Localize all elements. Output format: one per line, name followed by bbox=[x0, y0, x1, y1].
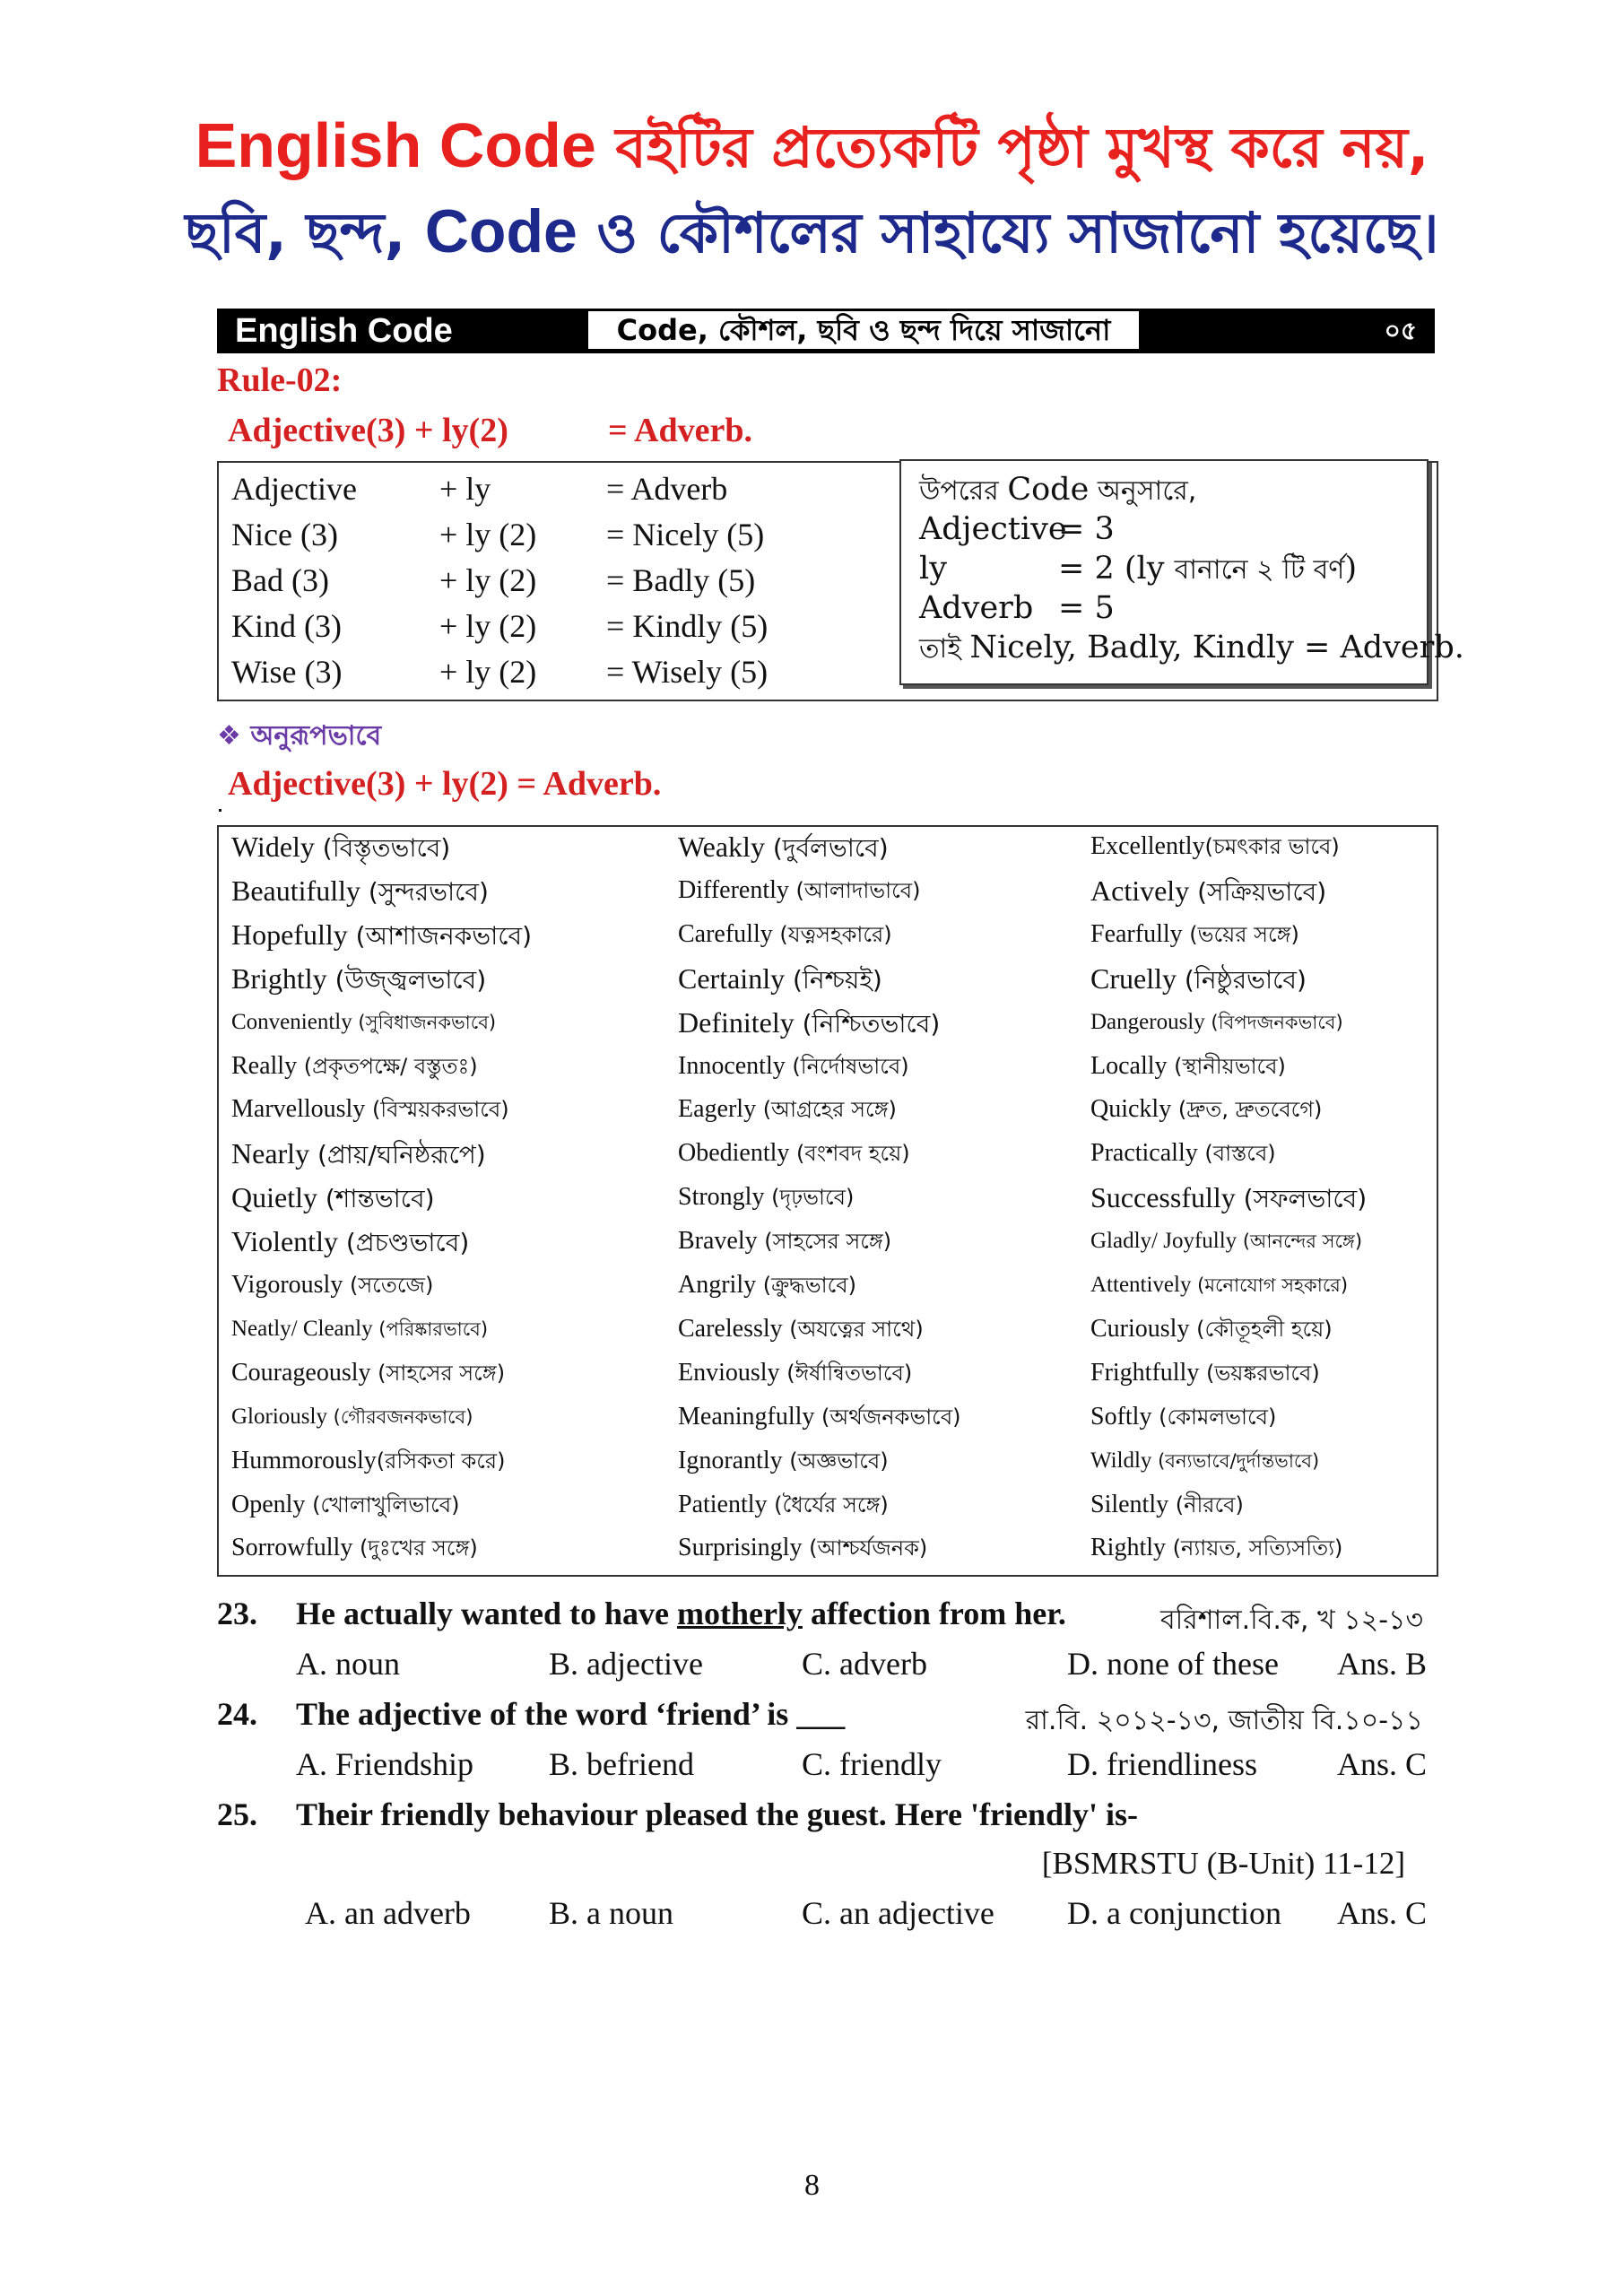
adverb-entry bbox=[1090, 1311, 1333, 1347]
adverb-english: Widely bbox=[231, 831, 315, 863]
adverb-bangla-meaning: (বন্যভাবে/দুর্দান্তভাবে) bbox=[1151, 1449, 1320, 1472]
header-bar-chapter: ০৫ bbox=[1384, 316, 1417, 345]
adverb-entry bbox=[231, 1223, 469, 1261]
adverb-english: Gloriously bbox=[231, 1404, 327, 1429]
adverb-bangla-meaning: (বাস্তবে) bbox=[1197, 1141, 1276, 1167]
adverb-english: Marvellously bbox=[231, 1095, 366, 1124]
adverb-english: Brightly bbox=[231, 961, 327, 995]
adverb-bangla-meaning: (গৌরবজনকভাবে) bbox=[326, 1405, 473, 1428]
answer-option: A. Friendship bbox=[296, 1746, 473, 1782]
note-conclusion: তাই Nicely, Badly, Kindly = Adverb. bbox=[919, 630, 1464, 665]
adverb-entry bbox=[231, 1487, 459, 1523]
note-adjective-label: Adjective bbox=[919, 511, 1067, 547]
adverb-entry bbox=[678, 1311, 924, 1347]
rule-table-cell: + ly bbox=[439, 471, 491, 507]
adverb-english: Curiously bbox=[1090, 1314, 1190, 1343]
adverb-entry bbox=[1090, 1091, 1322, 1127]
adverb-english: Definitely bbox=[678, 1005, 795, 1039]
question-number: 24. bbox=[217, 1696, 257, 1732]
adverb-entry bbox=[1090, 917, 1299, 952]
adverb-bangla-meaning: (দ্রুত, দ্রুতবেগে) bbox=[1171, 1097, 1323, 1123]
rule-table-cell: Adjective bbox=[231, 471, 357, 507]
adverb-bangla-meaning: (দুঃখের সঙ্গে) bbox=[352, 1535, 478, 1561]
rule-table-cell: Bad (3) bbox=[231, 562, 329, 598]
adverb-english: Silently bbox=[1090, 1490, 1169, 1518]
adverb-bangla-meaning: (বিস্ময়করভাবে) bbox=[365, 1097, 509, 1123]
formula-2: Adjective(3) + ly(2) = Adverb. bbox=[228, 765, 662, 803]
note-adjective-value: = 3 bbox=[1058, 511, 1115, 547]
adverb-english: Eagerly bbox=[678, 1095, 757, 1124]
adverb-bangla-meaning: (যত্নসহকারে) bbox=[772, 921, 892, 947]
adverb-english: Softly bbox=[1090, 1402, 1152, 1431]
note-ly-value: = 2 (ly বানানে ২ টি বর্ণ) bbox=[1058, 551, 1358, 587]
adverb-entry bbox=[678, 1223, 891, 1259]
adverb-english: Frightfully bbox=[1090, 1358, 1200, 1387]
adverb-bangla-meaning: (সফলভাবে) bbox=[1235, 1184, 1368, 1214]
answer-option: C. adverb bbox=[802, 1646, 927, 1682]
question-text bbox=[296, 1796, 1138, 1833]
answer-option: B. adjective bbox=[549, 1646, 703, 1682]
answer-option: D. a conjunction bbox=[1067, 1895, 1281, 1931]
adverb-entry bbox=[1090, 1267, 1348, 1303]
adverb-entry bbox=[678, 1135, 910, 1171]
adverb-english: Ignorantly bbox=[678, 1446, 783, 1474]
adverb-bangla-meaning: (সাহসের সঙ্গে) bbox=[370, 1360, 506, 1386]
adverb-entry bbox=[678, 829, 889, 866]
adverb-bangla-meaning: (খোলাখুলিভাবে) bbox=[305, 1492, 460, 1518]
adverb-entry bbox=[231, 961, 486, 998]
question-text-part: Their friendly behaviour pleased the guest. Here 'friendly' is- bbox=[296, 1796, 1138, 1832]
adverb-english: Conveniently bbox=[231, 1009, 352, 1034]
stray-dot bbox=[219, 809, 221, 812]
rule-table-cell: + ly (2) bbox=[439, 517, 537, 552]
adverb-bangla-meaning: (আলাদাভাবে) bbox=[788, 877, 921, 903]
adverb-bangla-meaning: (সাহসের সঙ্গে) bbox=[757, 1229, 892, 1255]
adverb-entry bbox=[678, 1048, 909, 1084]
adverb-english: Carefully bbox=[678, 919, 773, 948]
adverb-english: Successfully bbox=[1090, 1181, 1236, 1214]
adverb-bangla-meaning: (নীরবে) bbox=[1168, 1492, 1244, 1518]
answer-option: B. a noun bbox=[549, 1895, 673, 1931]
adverb-entry bbox=[231, 1004, 496, 1040]
adverb-english: Angrily bbox=[678, 1271, 757, 1299]
adverb-english: Weakly bbox=[678, 831, 765, 863]
question-text bbox=[296, 1595, 1066, 1632]
adverb-entry bbox=[678, 1530, 927, 1566]
adverb-bangla-meaning: (নিশ্চিতভাবে) bbox=[794, 1008, 941, 1039]
adverb-entry bbox=[678, 1267, 856, 1303]
adverb-english: Fearfully bbox=[1090, 919, 1183, 948]
adverb-bangla-meaning: (ভয়ঙ্করভাবে) bbox=[1199, 1360, 1320, 1386]
answer-option: A. noun bbox=[296, 1646, 400, 1682]
answer-option: C. friendly bbox=[802, 1746, 942, 1782]
adverb-bangla-meaning: (ভয়ের সঙ্গে) bbox=[1182, 921, 1299, 947]
adverb-entry bbox=[678, 1179, 854, 1215]
headline-bangla-2a: ছবি, ছন্দ, bbox=[185, 200, 425, 265]
headline-line-2 bbox=[0, 196, 1624, 269]
answer-key: Ans. C bbox=[1336, 1746, 1427, 1782]
rule-table-cell: = Badly (5) bbox=[606, 562, 756, 598]
note-line-1: উপরের Code অনুসারে, bbox=[919, 472, 1197, 508]
rule-table-cell: = Kindly (5) bbox=[606, 608, 769, 644]
adverb-entry bbox=[1090, 829, 1340, 865]
adverb-english: Quickly bbox=[1090, 1095, 1172, 1124]
adverb-bangla-meaning: (প্রায়/ঘনিষ্ঠরূপে) bbox=[309, 1140, 486, 1170]
adverb-bangla-meaning: (আশ্চর্যজনক) bbox=[802, 1535, 928, 1561]
adverb-bangla-meaning: (নিশ্চয়ই) bbox=[785, 964, 882, 995]
answer-option: D. none of these bbox=[1067, 1646, 1279, 1682]
adverb-english: Cruelly bbox=[1090, 961, 1177, 995]
note-adverb-value: = 5 bbox=[1058, 590, 1115, 626]
adverb-entry bbox=[678, 873, 921, 909]
adverb-bangla-meaning: (রসিকতা করে) bbox=[376, 1448, 506, 1474]
note-ly-label: ly bbox=[919, 551, 947, 587]
adverb-entry bbox=[678, 1355, 912, 1391]
adverb-bangla-meaning: (প্রকৃতপক্ষে/ বস্তুতঃ) bbox=[297, 1053, 478, 1079]
page-number: 8 bbox=[804, 2169, 820, 2202]
adverb-english: Excellently bbox=[1090, 832, 1205, 860]
adverb-bangla-meaning: (বিস্তৃতভাবে) bbox=[314, 833, 451, 863]
adverb-english: Hummorously bbox=[231, 1446, 377, 1474]
headline-bangla-1: বইটির প্রত্যেকটি পৃষ্ঠা মুখস্থ করে নয়, bbox=[595, 115, 1429, 180]
adverb-entry bbox=[678, 917, 892, 952]
adverb-english: Innocently bbox=[678, 1051, 786, 1080]
adverb-bangla-meaning: (ঈর্ষান্বিতভাবে) bbox=[779, 1360, 913, 1386]
adverb-english: Wildly bbox=[1090, 1448, 1152, 1473]
adverb-english: Carelessly bbox=[678, 1314, 783, 1343]
question-underlined-word: motherly bbox=[676, 1596, 803, 1631]
adverb-english: Meaningfully bbox=[678, 1402, 815, 1431]
rule-table-cell: Wise (3) bbox=[231, 654, 343, 690]
adverb-bangla-meaning: (মনোযোগ সহকারে) bbox=[1191, 1274, 1349, 1296]
adverb-entry bbox=[231, 1267, 433, 1303]
adverb-bangla-meaning: (সক্রিয়ভাবে) bbox=[1189, 876, 1327, 907]
adverb-english: Violently bbox=[231, 1225, 338, 1258]
adverb-english: Enviously bbox=[678, 1358, 780, 1387]
adverb-bangla-meaning: (নির্দোষভাবে) bbox=[785, 1053, 909, 1079]
adverb-english: Rightly bbox=[1090, 1534, 1167, 1562]
adverb-entry bbox=[1090, 1048, 1286, 1084]
question-text-part: He actually wanted to have bbox=[296, 1596, 677, 1631]
adverb-english: Openly bbox=[231, 1490, 306, 1518]
adverb-bangla-meaning: (সতেজে) bbox=[343, 1273, 434, 1298]
rule-formula-right: = Adverb. bbox=[608, 412, 752, 449]
adverb-english: Sorrowfully bbox=[231, 1534, 353, 1562]
note-adverb-label: Adverb bbox=[919, 590, 1034, 626]
adverb-entry bbox=[1090, 1004, 1343, 1040]
adverb-english: Neatly/ Cleanly bbox=[231, 1316, 373, 1341]
adverb-entry bbox=[678, 1004, 940, 1042]
adverb-bangla-meaning: (পরিষ্কারভাবে) bbox=[372, 1318, 489, 1340]
adverb-bangla-meaning: (আগ্রহের সঙ্গে) bbox=[756, 1097, 897, 1123]
adverb-entry bbox=[678, 1487, 889, 1523]
adverb-bangla-meaning: (আশাজনকভাবে) bbox=[347, 920, 533, 951]
adverb-english: Courageously bbox=[231, 1358, 371, 1387]
rule-title: Rule-02: bbox=[217, 361, 343, 399]
adverb-bangla-meaning: (ধৈর্যের সঙ্গে) bbox=[767, 1492, 889, 1518]
adverb-bangla-meaning: (অজ্ঞভাবে) bbox=[782, 1448, 889, 1474]
adverb-bangla-meaning: (শান্তভাবে) bbox=[317, 1184, 435, 1214]
similarly-heading: ❖ অনুরূপভাবে bbox=[217, 720, 382, 752]
adverb-bangla-meaning: (স্থানীয়ভাবে) bbox=[1167, 1053, 1286, 1079]
adverb-entry bbox=[231, 1399, 473, 1435]
question-number: 25. bbox=[217, 1796, 257, 1832]
rule-table-cell: = Wisely (5) bbox=[606, 654, 769, 690]
adverb-english: Attentively bbox=[1090, 1273, 1192, 1297]
adverb-entry bbox=[231, 1530, 478, 1566]
adverb-english: Nearly bbox=[231, 1137, 310, 1170]
question-source: [BSMRSTU (B-Unit) 11-12] bbox=[1041, 1846, 1405, 1881]
adverb-bangla-meaning: (সুবিধাজনকভাবে) bbox=[352, 1011, 497, 1033]
adverb-bangla-meaning: (দৃঢ়ভাবে) bbox=[764, 1185, 855, 1211]
adverb-bangla-meaning: (ন্যায়ত, সত্যিসত্যি) bbox=[1166, 1535, 1343, 1561]
adverb-bangla-meaning: (অযত্নের সাথে) bbox=[782, 1316, 924, 1342]
adverb-english: Actively bbox=[1090, 874, 1190, 907]
answer-option: B. befriend bbox=[549, 1746, 694, 1782]
rule-table-cell: + ly (2) bbox=[439, 654, 537, 690]
adverb-bangla-meaning: (আনন্দের সঙ্গে) bbox=[1237, 1231, 1363, 1253]
adverb-bangla-meaning: (অর্থজনকভাবে) bbox=[814, 1404, 961, 1430]
adverb-english: Patiently bbox=[678, 1490, 768, 1518]
adverb-english: Bravely bbox=[678, 1227, 758, 1256]
adverb-english: Strongly bbox=[678, 1183, 765, 1212]
adverb-bangla-meaning: (উজ্জ্বলভাবে) bbox=[326, 964, 487, 995]
adverb-entry bbox=[1090, 1179, 1367, 1217]
header-bar-subtitle: Code, কৌশল, ছবি ও ছন্দ দিয়ে সাজানো bbox=[587, 310, 1140, 350]
adverb-english: Obediently bbox=[678, 1139, 790, 1168]
adverb-entry bbox=[231, 829, 450, 866]
adverb-english: Practically bbox=[1090, 1139, 1198, 1168]
adverb-entry bbox=[231, 873, 489, 910]
adverb-english: Hopefully bbox=[231, 918, 348, 951]
adverb-english: Locally bbox=[1090, 1051, 1168, 1080]
adverb-entry bbox=[231, 1443, 505, 1479]
adverb-entry bbox=[1090, 1487, 1244, 1523]
rule-formula-left: Adjective(3) + ly(2) bbox=[228, 412, 508, 449]
adverb-english: Dangerously bbox=[1090, 1009, 1205, 1034]
adverb-entry bbox=[1090, 1223, 1362, 1259]
adverb-entry bbox=[1090, 1530, 1342, 1566]
adverb-entry bbox=[1090, 1399, 1276, 1435]
adverb-bangla-meaning: (বিপদজনকভাবে) bbox=[1204, 1011, 1343, 1033]
adverb-bangla-meaning: (কোমলভাবে) bbox=[1151, 1404, 1277, 1430]
adverb-bangla-meaning: (প্রচণ্ডভাবে) bbox=[337, 1228, 470, 1258]
adverb-entry bbox=[231, 917, 532, 954]
rule-table-cell: Nice (3) bbox=[231, 517, 338, 552]
answer-option: C. an adjective bbox=[802, 1895, 994, 1931]
answer-key: Ans. B bbox=[1336, 1646, 1427, 1682]
answer-option: A. an adverb bbox=[305, 1895, 471, 1931]
rule-table-cell: + ly (2) bbox=[439, 562, 537, 598]
headline-code: Code bbox=[424, 197, 578, 265]
adverb-english: Gladly/ Joyfully bbox=[1090, 1229, 1238, 1254]
rule-table-cell: = Nicely (5) bbox=[606, 517, 765, 552]
question-number: 23. bbox=[217, 1596, 257, 1631]
adverb-entry bbox=[1090, 1355, 1320, 1391]
adverb-english: Surprisingly bbox=[678, 1534, 803, 1562]
adverb-entry bbox=[231, 1048, 478, 1084]
adverb-bangla-meaning: (চমৎকার ভাবে) bbox=[1204, 834, 1340, 859]
adverb-entry bbox=[678, 1399, 961, 1435]
adverb-entry bbox=[1090, 1443, 1319, 1479]
adverb-entry bbox=[231, 1091, 509, 1127]
question-source: রা.বি. ২০১২-১৩, জাতীয় বি.১০-১১ bbox=[1025, 1705, 1423, 1736]
adverb-entry bbox=[678, 1091, 897, 1127]
answer-option: D. friendliness bbox=[1067, 1746, 1257, 1782]
adverb-entry bbox=[1090, 873, 1326, 910]
adverb-entry bbox=[231, 1179, 435, 1217]
adverb-bangla-meaning: (সুন্দরভাবে) bbox=[360, 876, 489, 907]
question-text bbox=[296, 1695, 845, 1733]
header-bar-title: English Code bbox=[235, 312, 453, 350]
rule-table-cell: Kind (3) bbox=[231, 608, 342, 644]
adverb-entry bbox=[231, 1311, 488, 1347]
adverb-entry bbox=[678, 1443, 889, 1479]
adverb-entry bbox=[231, 1135, 486, 1173]
rule-table-cell: = Adverb bbox=[606, 471, 728, 507]
question-source: বরিশাল.বি.ক, খ ১২-১৩ bbox=[1159, 1605, 1423, 1636]
rule-table-cell: + ly (2) bbox=[439, 608, 537, 644]
headline-english-code: English Code bbox=[195, 110, 596, 180]
question-text-part: affection from her. bbox=[802, 1596, 1066, 1631]
adverb-bangla-meaning: (ক্রুদ্ধভাবে) bbox=[756, 1273, 856, 1298]
headline-line-1 bbox=[0, 109, 1624, 184]
adverb-english: Differently bbox=[678, 875, 789, 904]
adverb-entry bbox=[1090, 961, 1307, 998]
adverb-entry bbox=[1090, 1135, 1276, 1171]
adverb-bangla-meaning: (বংশবদ হয়ে) bbox=[789, 1141, 910, 1167]
adverb-english: Really bbox=[231, 1051, 298, 1080]
adverb-english: Certainly bbox=[678, 961, 786, 995]
adverb-bangla-meaning: (নিষ্ঠুরভাবে) bbox=[1176, 964, 1307, 995]
headline-bangla-2b: ও কৌশলের সাহায্যে সাজানো হয়েছে। bbox=[577, 200, 1439, 265]
adverb-bangla-meaning: (কৌতূহলী হয়ে) bbox=[1189, 1316, 1333, 1342]
question-text-part: The adjective of the word ‘friend’ is ___ bbox=[296, 1696, 846, 1732]
adverb-english: Beautifully bbox=[231, 874, 360, 907]
adverb-english: Vigorously bbox=[231, 1271, 343, 1299]
adverb-entry bbox=[231, 1355, 505, 1391]
answer-key: Ans. C bbox=[1336, 1895, 1427, 1931]
adverb-entry bbox=[678, 961, 882, 998]
adverb-english: Quietly bbox=[231, 1181, 317, 1214]
adverb-bangla-meaning: (দুর্বলভাবে) bbox=[764, 833, 889, 863]
